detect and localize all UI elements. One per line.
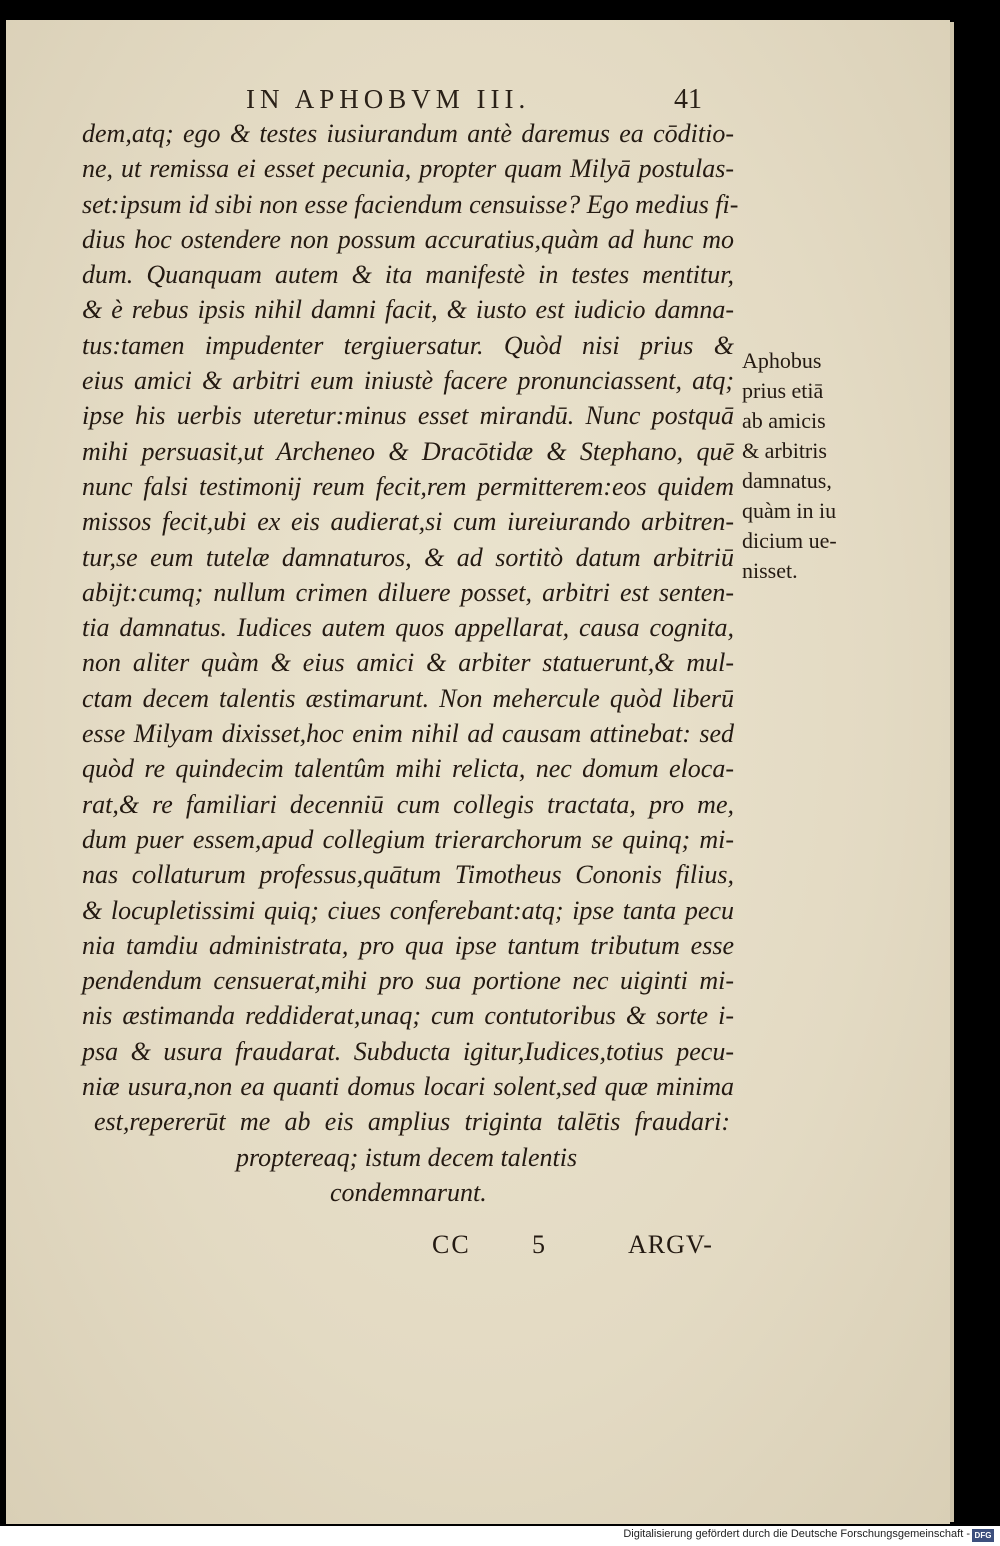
text-line: missos fecit,ubi ex eis audierat,si cum iureiurando arbitren-: [82, 507, 734, 537]
text-line: est,repererūt me ab eis amplius triginta talētis fraudari:: [94, 1107, 730, 1137]
text-line: tia damnatus. Iudices autem quos appellarat, causa cognita,: [82, 613, 734, 643]
text-line: & è rebus ipsis nihil damni facit, & iusto est iudicio damna-: [82, 295, 734, 325]
text-line: tur,se eum tutelæ damnaturos, & ad sortitò datum arbitriū: [82, 542, 734, 572]
footer-bar: [0, 1526, 1000, 1546]
text-line: ipse his uerbis uteretur:minus esset mirandū. Nunc postquā: [82, 401, 734, 431]
text-line: dius hoc ostendere non possum accuratius,quàm ad hunc mo: [82, 224, 734, 254]
marginal-line: nisset.: [742, 558, 798, 583]
book-page: [6, 20, 950, 1524]
text-line: pendendum censuerat,mihi pro sua portione nec uiginti mi-: [82, 966, 734, 996]
text-line: dum puer essem,apud collegium trierarchorum se quinq; mi-: [82, 824, 734, 854]
text-line: & locupletissimi quiq; ciues conferebant:atq; ipse tanta pecu: [82, 895, 734, 925]
text-line: condemnarunt.: [330, 1177, 487, 1207]
running-head: IN APHOBVM III.: [246, 84, 531, 114]
text-line: esse Milyam dixisset,hoc enim nihil ad causam attinebat: sed: [82, 719, 734, 749]
dfg-logo-icon: DFG: [972, 1529, 994, 1542]
text-line: ctam decem talentis æstimarunt. Non mehercule quòd liberū: [82, 683, 734, 713]
marginal-note: [742, 346, 882, 586]
marginal-line: & arbitris: [742, 438, 827, 463]
text-line: quòd re quindecim talentûm mihi relicta, nec domum eloca-: [82, 754, 734, 784]
text-line: non aliter quàm & eius amici & arbiter statuerunt,& mul-: [82, 648, 734, 678]
text-line: abijt:cumq; nullum crimen diluere posset, arbitri est senten-: [82, 577, 734, 607]
text-line: mihi persuasit,ut Archeneo & Dracōtidæ & Stephano, quē: [82, 436, 734, 466]
text-line: nunc falsi testimonij reum fecit,rem permitterem:eos quidem: [82, 471, 734, 501]
page-number: 41: [674, 84, 702, 115]
marginal-line: dicium ue-: [742, 528, 837, 553]
text-line: niæ usura,non ea quanti domus locari solent,sed quæ minima: [82, 1072, 734, 1102]
marginal-line: Aphobus: [742, 348, 822, 373]
funding-credit: Digitalisierung gefördert durch die Deutsche Forschungsgemeinschaft -: [623, 1528, 970, 1540]
main-text-block: [82, 116, 742, 1210]
text-line: dum. Quanquam autem & ita manifestè in testes mentitur,: [82, 260, 734, 290]
marginal-line: quàm in iu: [742, 498, 837, 523]
text-line: eius amici & arbitri eum iniustè facere pronunciassent, atq;: [82, 366, 734, 396]
text-line: nia tamdiu administrata, pro qua ipse tantum tributum esse: [82, 930, 734, 960]
signature-mark: CC: [432, 1230, 471, 1259]
text-line: nis æstimanda reddiderat,unaq; cum contutoribus & sorte i-: [82, 1001, 734, 1031]
text-line: proptereaq; istum decem talentis: [236, 1142, 578, 1172]
page-edge: [950, 22, 954, 1522]
marginal-line: ab amicis: [742, 408, 826, 433]
marginal-line: prius etiā: [742, 378, 824, 403]
catchword: ARGV-: [628, 1230, 713, 1259]
text-line: set:ipsum id sibi non esse faciendum censuisse? Ego medius fi-: [82, 189, 739, 219]
text-line: dem,atq; ego & testes iusiurandum antè daremus ea cōditio-: [82, 119, 734, 148]
marginal-line: damnatus,: [742, 468, 832, 493]
text-line: psa & usura fraudarat. Subducta igitur,Iudices,totius pecu-: [82, 1036, 734, 1066]
text-line: tus:tamen impudenter tergiuersatur. Quòd nisi prius &: [82, 330, 734, 360]
text-line: ne, ut remissa ei esset pecunia, propter quam Milyā postulas-: [82, 154, 734, 184]
text-line: nas collaturum professus,quātum Timotheus Cononis filius,: [82, 860, 734, 890]
text-line: rat,& re familiari decenniū cum collegis tractata, pro me,: [82, 789, 734, 819]
signature-number: 5: [532, 1230, 545, 1259]
